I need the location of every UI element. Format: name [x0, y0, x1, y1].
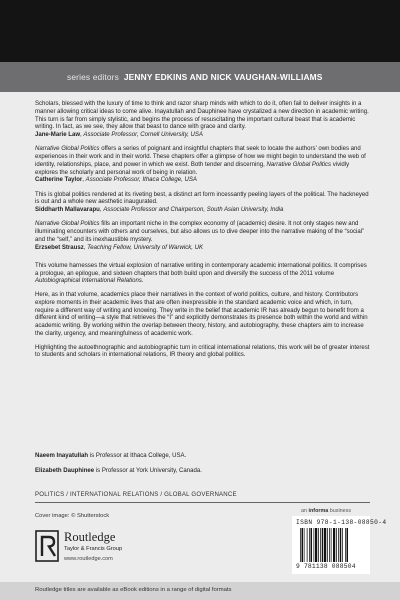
- publisher-name: Routledge: [64, 530, 116, 544]
- isbn-label: ISBN 978-1-138-08850-4: [296, 519, 387, 526]
- cover-image-credit: Cover image: © Shutterstock: [35, 513, 110, 519]
- publisher-group: Taylor & Francis Group: [64, 546, 123, 552]
- reviewer-name: Erzsebet Strausz: [35, 244, 84, 251]
- series-editors-prefix: series editors: [67, 72, 119, 82]
- reviewer-name: Siddharth Mallavarapu: [35, 207, 100, 213]
- author-bios: [35, 453, 370, 483]
- routledge-logo-icon: [35, 530, 61, 564]
- review-text: offers a series of poignant and insightful chapters that seek to locate the authors' own bodies and experiences in their work and in their world. These chapters offer a glimpse of how we might begin to understand the web of identity, relationships, place, and power in which we exist. Both tender and discerning,: [35, 146, 366, 168]
- author-name: Naeem Inayatullah: [35, 453, 89, 459]
- review-text: Scholars, blessed with the luxury of time to think and razor sharp minds with which to do it, often fail to deliver insights in a manner allowing critical ideas to come alive. Inayatullah and Dauphinee have crystalized a new direction in academic writing. This turn is far from simply stylistic, and begins the process of resuscitating the important cultural beast that is academic writing. In fact, as we see, they allow that beast to dance with grace and clarity.: [35, 101, 369, 131]
- review-1: Scholars, blessed with the luxury of time to think and razor sharp minds with which to do it, often fail to deliver insights in a manner allowing critical ideas to come alive. Inayatullah and Dauphinee have crystalized a new direction in academic writing. This turn is far from simply stylistic, and begins the process of resuscitating the important cultural beast that is academic writing. In fact, as we see, they allow that beast to dance with grace and clarity. Jane-Marie Law, Associate Professor, Cornell University, USA: [35, 101, 369, 138]
- subject-categories: POLITICS / INTERNATIONAL RELATIONS / GLOBAL GOVERNANCE: [35, 491, 237, 498]
- ebook-availability-note: Routledge titles are available as eBook editions in a range of digital formats: [35, 587, 232, 593]
- review-4: Narrative Global Politics fills an important niche in the complex economy of (academic) desire. It not only stages new and illuminating encounters with others and ourselves, but also allows us to dive deeper into the narrative making of the “social” and the “self,” and its inexhaustible mystery. Erzsebet Strausz, Teaching Fellow, University of Warwick, UK: [35, 221, 365, 251]
- author-bio-2: [35, 468, 370, 476]
- description-paragraph-1: [35, 263, 370, 286]
- reviewer-affiliation: Teaching Fellow, University of Warwick, UK: [87, 244, 204, 251]
- description-text: .: [141, 278, 144, 285]
- book-title-ref: Autobiographical International Relations: [35, 278, 142, 285]
- divider-rule: [35, 502, 370, 503]
- book-description: [35, 263, 370, 360]
- author-bio-text: is Professor at York University, Canada.: [94, 467, 202, 474]
- book-title-ref: Narrative Global Politics: [35, 146, 100, 153]
- reviewer-name: Jane-Marie Law: [35, 132, 81, 138]
- description-paragraph-2: Here, as in that volume, academics place their narratives in the context of world politics, culture, and history. Contributors explore moments in their academic lives that are often inexpressible in the standard academic voice and which, in turn, require a different way of writing and knowing. They write in the belief that academic IR has already begun to benefit from a different kind of writing—a style that retrieves the “I” and explicitly demonstrates its presence both within the world and within academic writing. By working within the overlap between theory, history, and autobiography, these chapters aim to increase the clarity, urgency, and meaningfulness of academic work.: [35, 292, 368, 337]
- publisher-website[interactable]: www.routledge.com: [64, 556, 113, 562]
- series-editors-text: [67, 72, 323, 82]
- book-title-ref: Narrative Global Politics: [266, 161, 332, 168]
- description-paragraph-3: Highlighting the autoethnographic and autobiographic turn in critical international relations, this work will be of greater interest to students and scholars in international relations, IR theory and global politics.: [35, 344, 370, 359]
- review-2: Narrative Global Politics offers a series of poignant and insightful chapters that seek to locate the authors' own bodies and experiences in their work and in their world. These chapters offer a glimpse of how we might begin to understand the web of identity, relationships, place, and power in which we exist. Both tender and discerning, Narrative Global Politics vividly explores the scholarly and personal work of being in relation. Catherine Taylor, Associate Professor, Ithaca College, USA: [35, 146, 366, 184]
- top-dark-band: [0, 0, 400, 62]
- review-text: vividly explores the scholarly and personal work of being in relation.: [35, 161, 350, 176]
- review-text: fills an important niche in the complex economy of (academic) desire. It not only stages new and illuminating encounters with others and ourselves, but also allows us to dive deeper into the narrative making of the “social” and the “self,” and its inexhaustible mystery.: [35, 221, 365, 243]
- author-bio-text: is Professor at Ithaca College, USA.: [88, 453, 187, 459]
- reviewer-affiliation: Associate Professor and Chairperson, South Asian University, India: [103, 207, 284, 213]
- author-bio-1: [35, 453, 370, 461]
- barcode-icon: [300, 528, 366, 562]
- series-editors-band: [0, 62, 400, 92]
- informa-brand: informa: [308, 508, 329, 514]
- author-name: Elizabeth Dauphinee: [35, 467, 95, 474]
- review-3: This is global politics rendered at its riveting best, a distinct art form incessantly peeling layers of the political. The hackneyed is out and a whole new aesthetic inaugurated. Siddharth Mallavarapu, Associate Professor and Chairperson, South Asian University, India: [35, 191, 369, 213]
- informa-business-mark: [301, 508, 351, 514]
- reviewer-affiliation: Associate Professor, Cornell University, USA: [83, 132, 203, 138]
- review-text: This is global politics rendered at its riveting best, a distinct art form incessantly peeling layers of the political. The hackneyed is out and a whole new aesthetic inaugurated.: [35, 191, 369, 206]
- reviews-section: [35, 101, 370, 366]
- isbn-number: 9 781138 088504: [296, 563, 356, 570]
- informa-suffix: business: [328, 508, 352, 514]
- informa-prefix: an: [301, 508, 309, 514]
- book-title-ref: Narrative Global Politics: [35, 221, 100, 228]
- reviewer-affiliation: Associate Professor, Ithaca College, USA: [85, 177, 197, 184]
- reviewer-name: Catherine Taylor: [35, 177, 83, 184]
- description-text: This volume harnesses the virtual explosion of narrative writing in contemporary academic international politics. It comprises a prologue, an epilogue, and sixteen chapters that both build upon and diversify the success of the 2011 volume: [35, 262, 367, 277]
- series-editors-names: JENNY EDKINS AND NICK VAUGHAN-WILLIAMS: [123, 72, 323, 82]
